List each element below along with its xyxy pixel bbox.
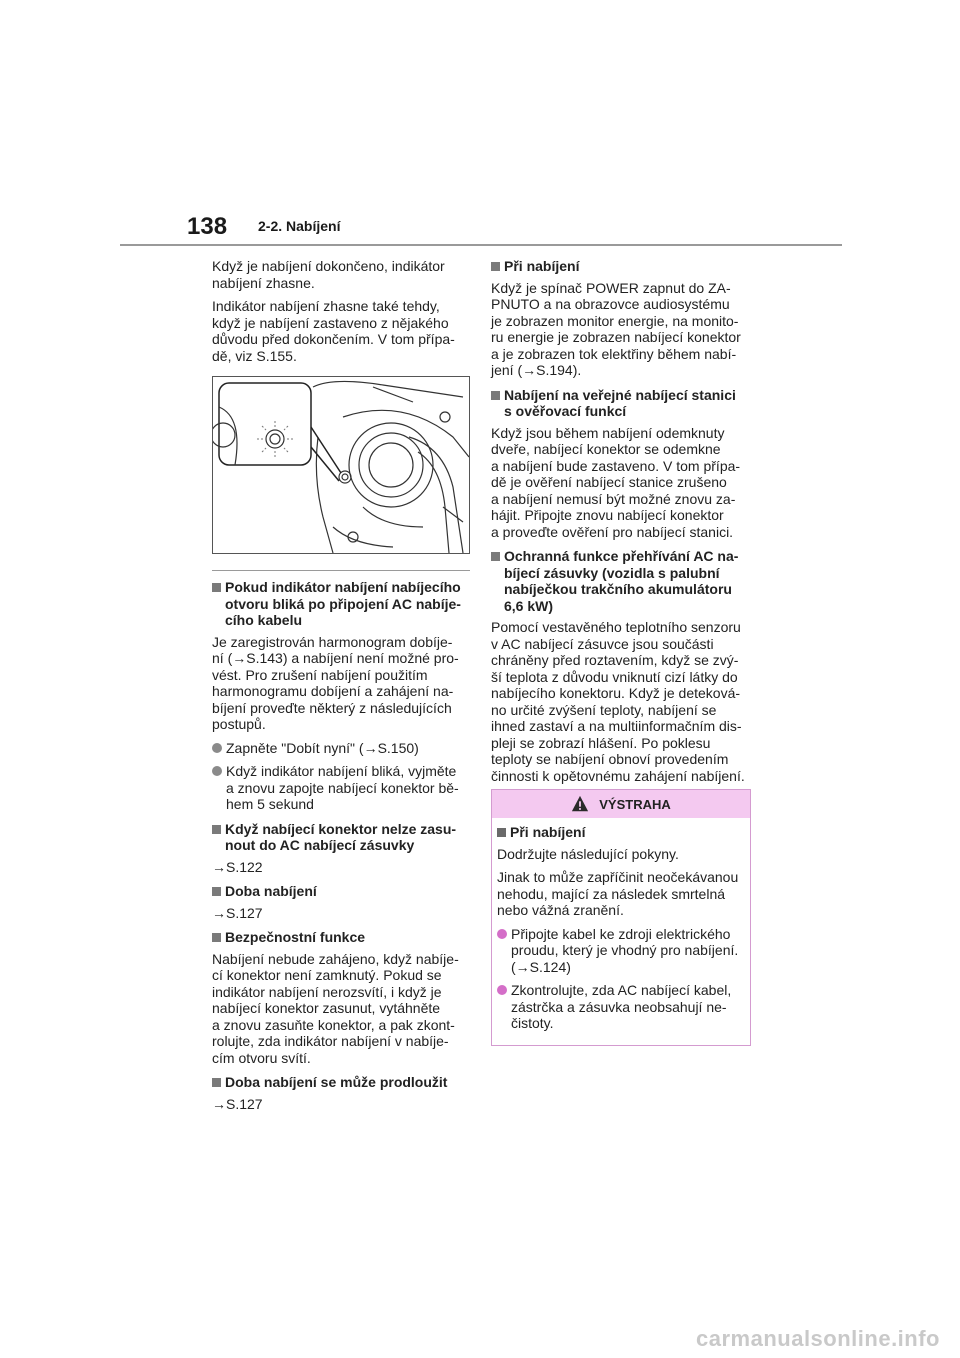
watermark: carmanualsonline.info (696, 1326, 940, 1351)
square-bullet-icon (212, 933, 221, 942)
page-header (0, 0, 960, 260)
paragraph: Když jsou během nabíjení odemknuty dveře, nabíjecí konektor se odemkne a nabíjení bude zastaveno. V tom přípa- dě je ověření nabíjecí stanice zrušeno a nabíjení nemusí být možné znovu za- hájit. Připojte znovu nabíjecí konektor a proveďte ověření pro nabíjecí stanici. (491, 424, 741, 540)
square-bullet-icon (491, 262, 500, 271)
section-title: 2-2. Nabíjení (258, 218, 341, 234)
list-item: Zapněte "Dobít nyní" (→S.150) (212, 740, 470, 757)
subheading: Pokud indikátor nabíjení nabíjecího otvoru bliká po připojení AC nabíje- cího kabelu (212, 579, 470, 629)
page-number: 138 (187, 213, 228, 240)
subheading: Ochranná funkce přehřívání AC na- bíjecí zásuvky (vozidla s palubní nabíječkou trakčního akumulátoru 6,6 kW) (491, 548, 753, 614)
right-column (491, 258, 753, 791)
square-bullet-icon (212, 1078, 221, 1087)
warning-triangle-icon (571, 795, 589, 813)
figure-divider (212, 570, 470, 571)
square-bullet-icon (212, 887, 221, 896)
paragraph: Dodržujte následující pokyny. (497, 845, 679, 862)
charging-port-illustration (212, 376, 470, 554)
warning-box (491, 789, 751, 1046)
warning-body (492, 818, 750, 1045)
page-reference: →S.122 (212, 858, 263, 875)
subheading: Doba nabíjení se může prodloužit (212, 1074, 470, 1091)
warning-title: VÝSTRAHA (599, 796, 671, 812)
circle-bullet-icon (212, 766, 222, 776)
subheading: Nabíjení na veřejné nabíjecí stanici s ověřovací funkcí (491, 387, 753, 420)
circle-bullet-icon (497, 985, 507, 995)
square-bullet-icon (491, 552, 500, 561)
list-item: Připojte kabel ke zdroji elektrického proudu, který je vhodný pro nabíjení. (→S.124) (497, 926, 746, 976)
square-bullet-icon (212, 583, 221, 592)
square-bullet-icon (491, 391, 500, 400)
circle-bullet-icon (212, 743, 222, 753)
circle-bullet-icon (497, 929, 507, 939)
square-bullet-icon (212, 825, 221, 834)
header-divider (120, 244, 842, 246)
warning-header (492, 790, 750, 818)
subheading: Při nabíjení (491, 258, 753, 275)
subheading: Při nabíjení (497, 824, 746, 841)
paragraph: Jinak to může zapříčinit neočekávanou nehodu, mající za následek smrtelná nebo vážná zranění. (497, 869, 739, 918)
paragraph: Je zaregistrován harmonogram dobíje- ní (→S.143) a nabíjení není možné pro- vést. Pro zrušení nabíjení použitím harmonogramu dobíjení a zahájení na- bíjení proveďte některý z následujících postupů. (212, 633, 459, 732)
paragraph: Když je spínač POWER zapnut do ZA- PNUTO a na obrazovce audiosystému je zobrazen monitor energie, na monito- ru energie je zobrazen nabíjecí konektor a je zobrazen tok elektřiny během nabí- jení (→S.194). (491, 279, 741, 378)
paragraph: Nabíjení nebude zahájeno, když nabíje- cí konektor není zamknutý. Pokud se indikátor nabíjení nerozsvítí, i když je nabíjecí konektor zasunut, vytáhněte a znovu zasuňte konektor, a pak zkont- rolujte, zda indikátor nabíjení v nabíje- cím otvoru svítí. (212, 950, 459, 1066)
list-item: Když indikátor nabíjení bliká, vyjměte a znovu zapojte nabíjecí konektor bě- hem 5 sekund (212, 763, 470, 813)
left-column (212, 258, 470, 1120)
subheading: Doba nabíjení (212, 883, 470, 900)
page-reference: →S.127 (212, 904, 263, 921)
list-item: Zkontrolujte, zda AC nabíjecí kabel, zástrčka a zásuvka neobsahují ne- čistoty. (497, 982, 746, 1032)
page-reference: →S.127 (212, 1095, 263, 1112)
paragraph: Indikátor nabíjení zhasne také tehdy, když je nabíjení zastaveno z nějakého důvodu před dokončením. V tom přípa- dě, viz S.155. (212, 298, 455, 364)
paragraph: Pomocí vestavěného teplotního senzoru v AC nabíjecí zásuvce jsou součásti chráněny před roztavením, když se zvý- ší teplota z důvodu vniknutí cizí látky do nabíjecího konektoru. Když je deteková- no určité zvýšení teploty, nabíjení se ihned zastaví a na multiinformačním dis- pleji se zobrazí hlášení. Po poklesu teploty se nabíjení obnoví provedením činnosti k opětovnému zahájení nabíjení. (491, 619, 745, 784)
paragraph: Když je nabíjení dokončeno, indikátor nabíjení zhasne. (212, 258, 445, 291)
subheading: Když nabíjecí konektor nelze zasu- nout do AC nabíjecí zásuvky (212, 821, 470, 854)
subheading: Bezpečnostní funkce (212, 929, 470, 946)
square-bullet-icon (497, 828, 506, 837)
